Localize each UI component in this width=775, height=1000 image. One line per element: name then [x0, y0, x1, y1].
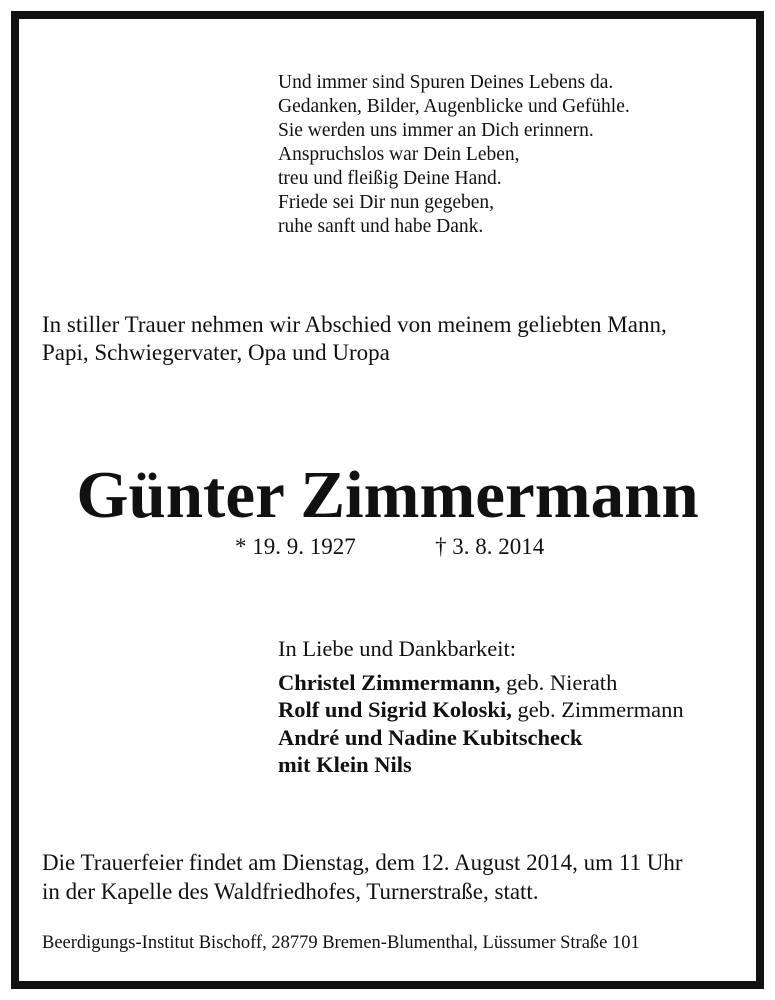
service-line: in der Kapelle des Waldfriedhofes, Turnerstraße, statt. [42, 878, 539, 904]
mourner-line [278, 724, 684, 752]
poem-line: Sie werden uns immer an Dich erinnern. [278, 120, 594, 141]
mourners-lead: In Liebe und Dankbarkeit: [278, 636, 517, 661]
mourner-line [278, 696, 684, 724]
intro-line: Papi, Schwiegervater, Opa und Uropa [42, 340, 390, 365]
mourner-name: Christel Zimmermann, [278, 669, 501, 695]
mourner-note: geb. Zimmermann [511, 697, 684, 722]
obituary-frame [11, 11, 764, 989]
undertaker-info: Beerdigungs-Institut Bischoff, 28779 Bremen-Blumenthal, Lüssumer Straße 101 [42, 933, 640, 953]
poem-line: Anspruchslos war Dein Leben, [278, 144, 520, 165]
intro-line: In stiller Trauer nehmen wir Abschied von meinem geliebten Mann, [42, 312, 667, 337]
memorial-poem [278, 71, 630, 239]
poem-line: Gedanken, Bilder, Augenblicke und Gefühle. [278, 96, 630, 117]
poem-line: Friede sei Dir nun gegeben, [278, 192, 495, 213]
service-line: Die Trauerfeier findet am Dienstag, dem 12. August 2014, um 11 Uhr [42, 850, 683, 875]
birth-date: * 19. 9. 1927 [235, 534, 356, 559]
poem-line: treu und fleißig Deine Hand. [278, 168, 502, 189]
mourner-line [278, 669, 684, 697]
mourning-intro [42, 311, 762, 367]
mourner-name: André und Nadine Kubitscheck [278, 724, 583, 750]
deceased-name: Günter Zimmermann [76, 458, 699, 532]
funeral-service-info [42, 849, 683, 906]
mourner-name: Rolf und Sigrid Koloski, [278, 697, 512, 722]
mourner-name: mit Klein Nils [278, 752, 412, 777]
poem-line: Und immer sind Spuren Deines Lebens da. [278, 72, 614, 93]
death-date: † 3. 8. 2014 [435, 534, 545, 559]
mourner-line [278, 751, 684, 779]
mourners-block [278, 635, 684, 779]
poem-line: ruhe sanft und habe Dank. [278, 216, 484, 237]
mourner-note: geb. Nierath [500, 669, 618, 695]
